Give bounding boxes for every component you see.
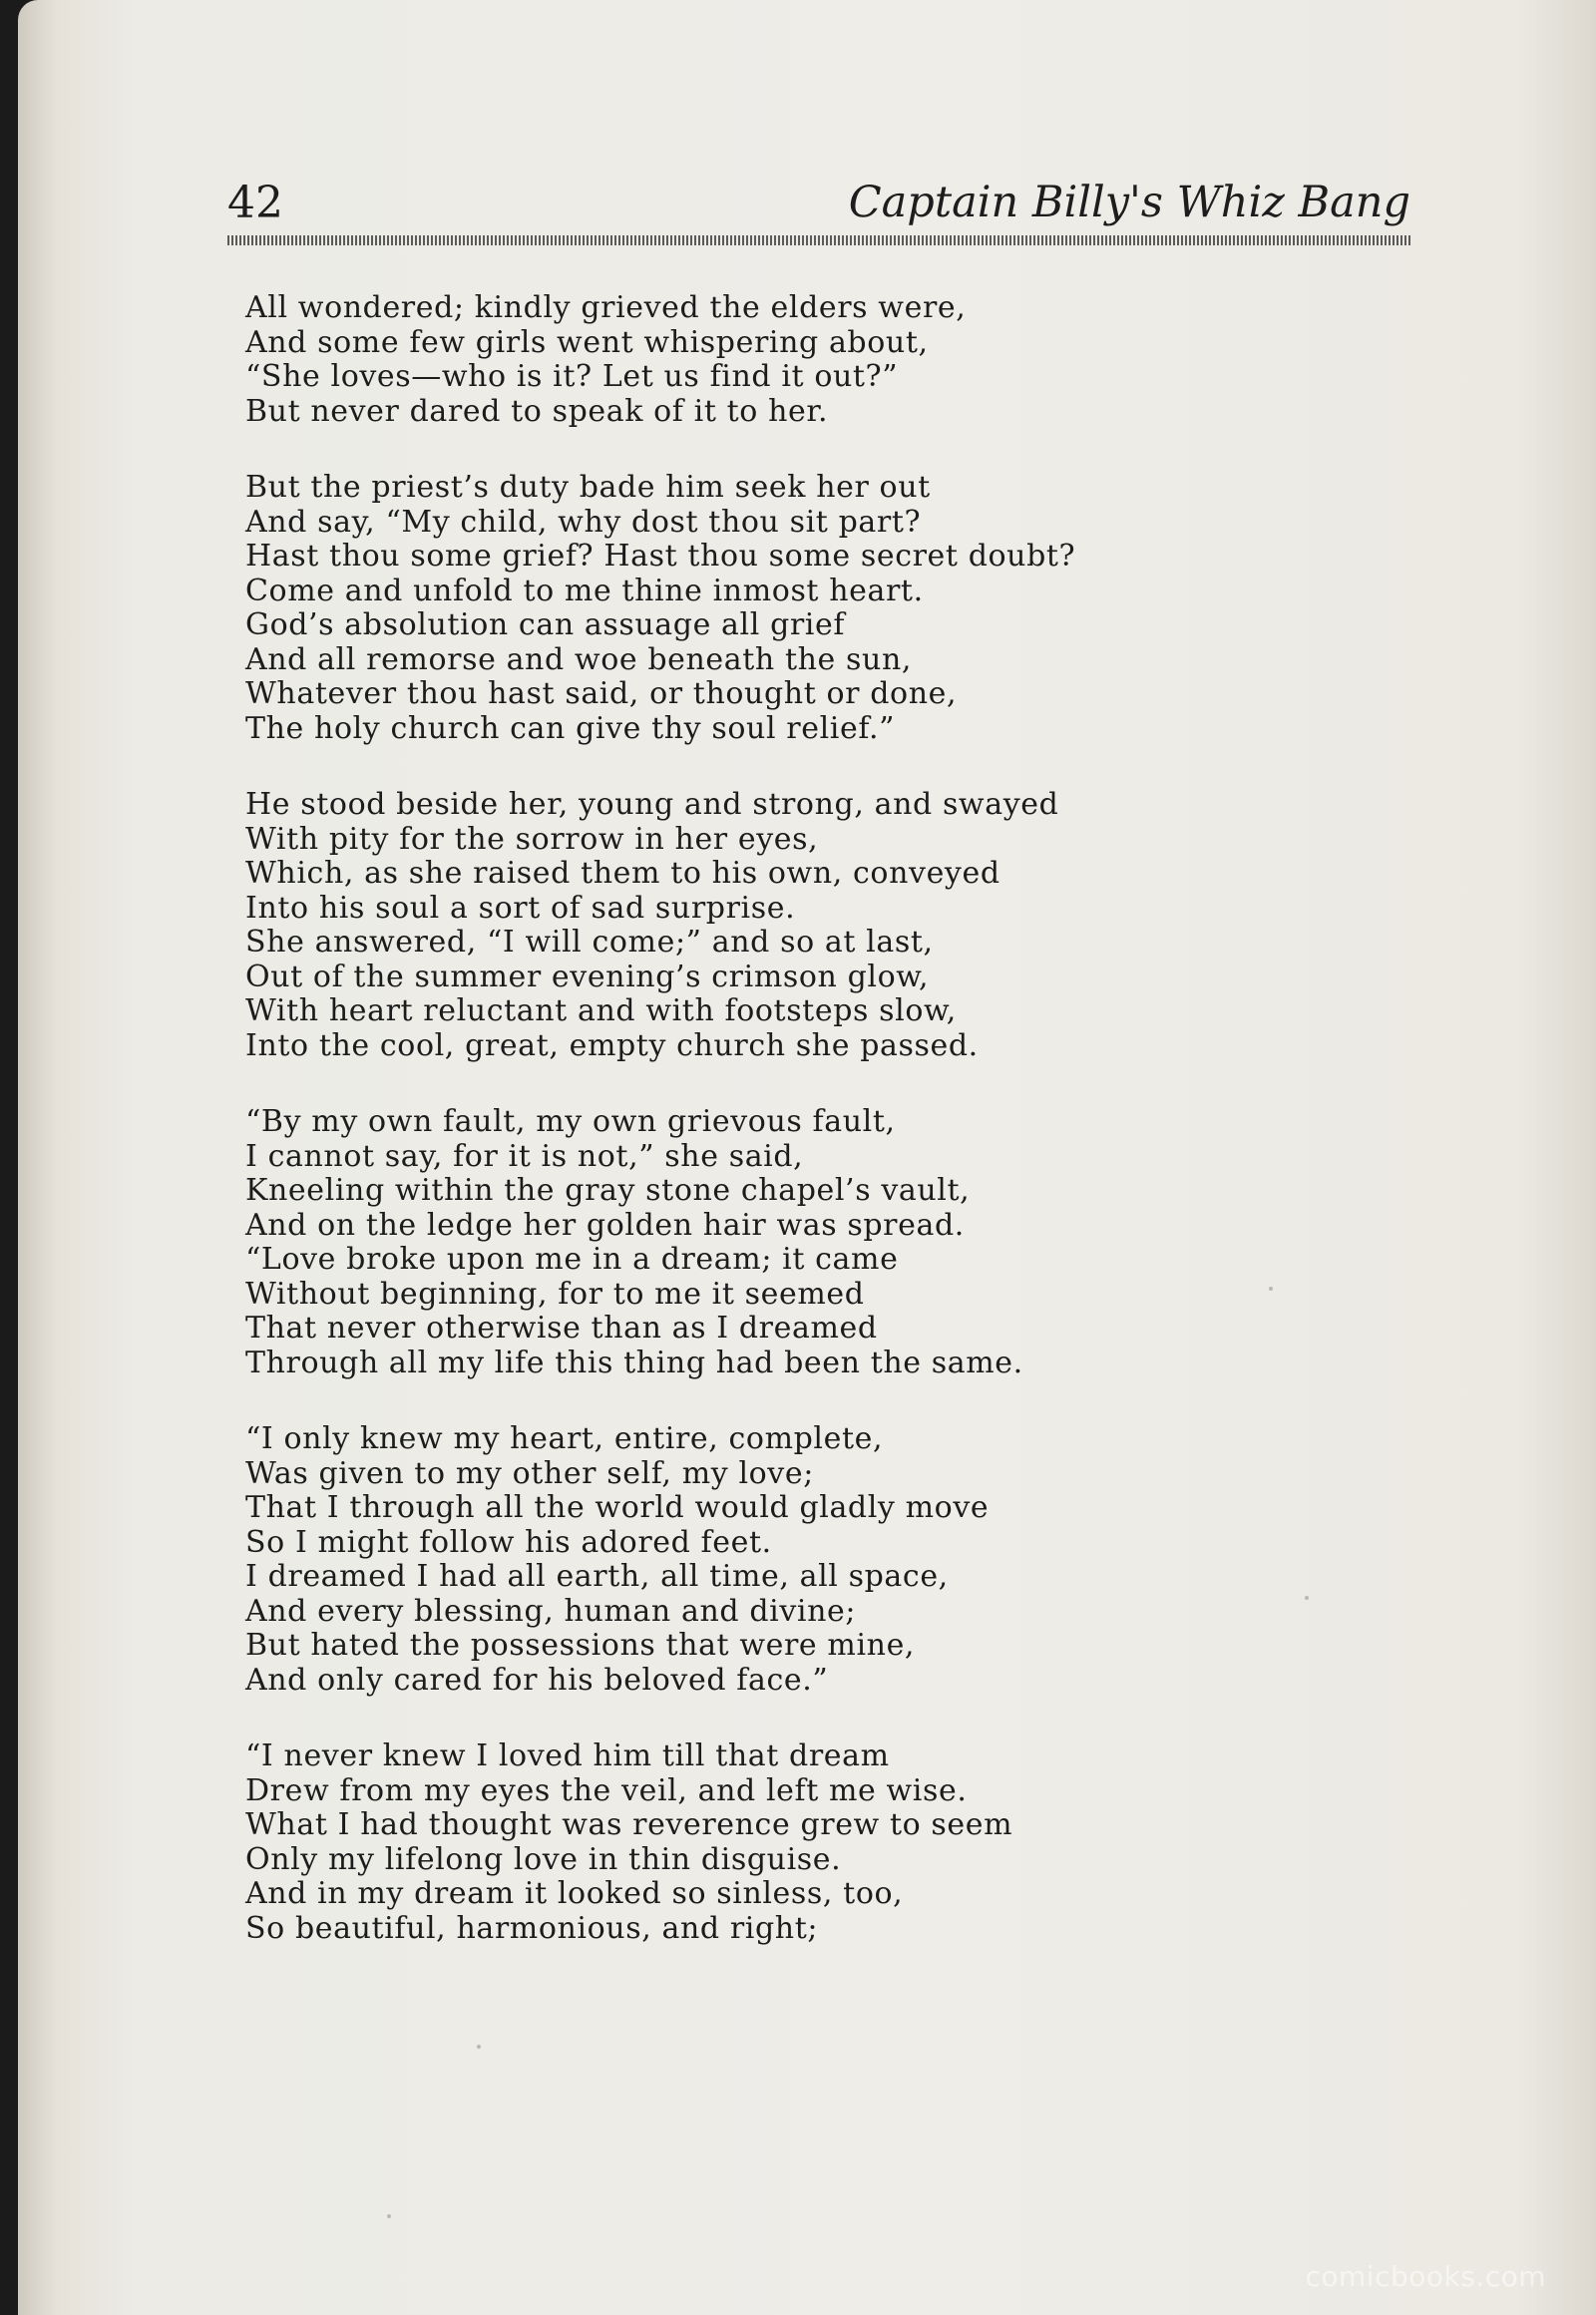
poem-line: What I had thought was reverence grew to seem — [245, 1807, 1013, 1842]
poem-line: That never otherwise than as I dreamed — [245, 1311, 878, 1346]
poem-line: And in my dream it looked so sinless, too, — [245, 1876, 904, 1911]
paper-speck — [477, 2045, 481, 2049]
poem-line: That I through all the world would gladly move — [245, 1490, 990, 1525]
poem-line: Which, as she raised them to his own, conveyed — [245, 856, 1000, 891]
poem-line: And every blessing, human and divine; — [245, 1593, 857, 1629]
poem-line: She answered, “I will come;” and so at last, — [245, 925, 934, 960]
poem-line: And on the ledge her golden hair was spread. — [245, 1207, 965, 1243]
poem-line: But never dared to speak of it to her. — [245, 393, 829, 429]
poem-line: “Love broke upon me in a dream; it came — [245, 1242, 899, 1277]
stanza — [245, 1422, 1422, 1698]
poem-line: So beautiful, harmonious, and right; — [245, 1910, 819, 1946]
poem-line: All wondered; kindly grieved the elders were, — [245, 290, 967, 325]
poem-line: But the priest’s duty bade him seek her out — [245, 470, 931, 505]
poem-line: Kneeling within the gray stone chapel’s vault, — [245, 1173, 971, 1208]
poem-line: Through all my life this thing had been the same. — [245, 1345, 1023, 1380]
stanza — [245, 1739, 1422, 1946]
poem-line: And say, “My child, why dost thou sit part? — [245, 504, 922, 540]
stanza — [245, 1105, 1422, 1380]
paper-speck — [1305, 1596, 1309, 1600]
magazine-page — [18, 0, 1596, 2315]
poem-line: But hated the possessions that were mine, — [245, 1628, 916, 1663]
poem-line: “She loves—who is it? Let us find it out?” — [245, 359, 899, 394]
stanza — [245, 291, 1422, 429]
poem-line: He stood beside her, young and strong, and swayed — [245, 787, 1059, 822]
poem-line: And all remorse and woe beneath the sun, — [245, 641, 913, 677]
poem-line: “By my own fault, my own grievous fault, — [245, 1104, 896, 1139]
poem-line: With pity for the sorrow in her eyes, — [245, 821, 819, 857]
running-title: Captain Billy's Whiz Bang — [848, 178, 1410, 227]
poem-line: Hast thou some grief? Hast thou some secret doubt? — [245, 539, 1076, 574]
poem-line: Out of the summer evening’s crimson glow, — [245, 959, 930, 994]
stanza — [245, 788, 1422, 1063]
paper-speck — [387, 2214, 391, 2218]
stanza — [245, 471, 1422, 746]
poem-line: Whatever thou hast said, or thought or done, — [245, 676, 958, 711]
poem-line: The holy church can give thy soul relief.” — [245, 710, 896, 746]
poem-line: And only cared for his beloved face.” — [245, 1662, 829, 1698]
poem-line: Without beginning, for to me it seemed — [245, 1276, 865, 1312]
header-rule — [227, 235, 1410, 245]
poem-line: I cannot say, for it is not,” she said, — [245, 1138, 804, 1174]
watermark: comicbooks.com — [1305, 2260, 1546, 2293]
poem-line: Drew from my eyes the veil, and left me wise. — [245, 1772, 968, 1808]
poem-line: “I never knew I loved him till that dream — [245, 1738, 890, 1773]
poem-line: And some few girls went whispering about, — [245, 324, 929, 360]
poem-line: With heart reluctant and with footsteps slow, — [245, 993, 957, 1028]
poem-body — [245, 291, 1422, 1988]
poem-line: God’s absolution can assuage all grief — [245, 607, 846, 642]
poem-line: Come and unfold to me thine inmost heart. — [245, 573, 924, 608]
poem-line: Was given to my other self, my love; — [245, 1455, 814, 1491]
poem-line: So I might follow his adored feet. — [245, 1524, 772, 1560]
paper-speck — [1269, 1287, 1273, 1291]
poem-line: Into his soul a sort of sad surprise. — [245, 890, 796, 926]
poem-line: “I only knew my heart, entire, complete, — [245, 1421, 884, 1456]
poem-line: Into the cool, great, empty church she passed. — [245, 1027, 979, 1063]
poem-line: I dreamed I had all earth, all time, all space, — [245, 1559, 949, 1594]
page-number: 42 — [227, 178, 283, 228]
poem-line: Only my lifelong love in thin disguise. — [245, 1841, 842, 1877]
